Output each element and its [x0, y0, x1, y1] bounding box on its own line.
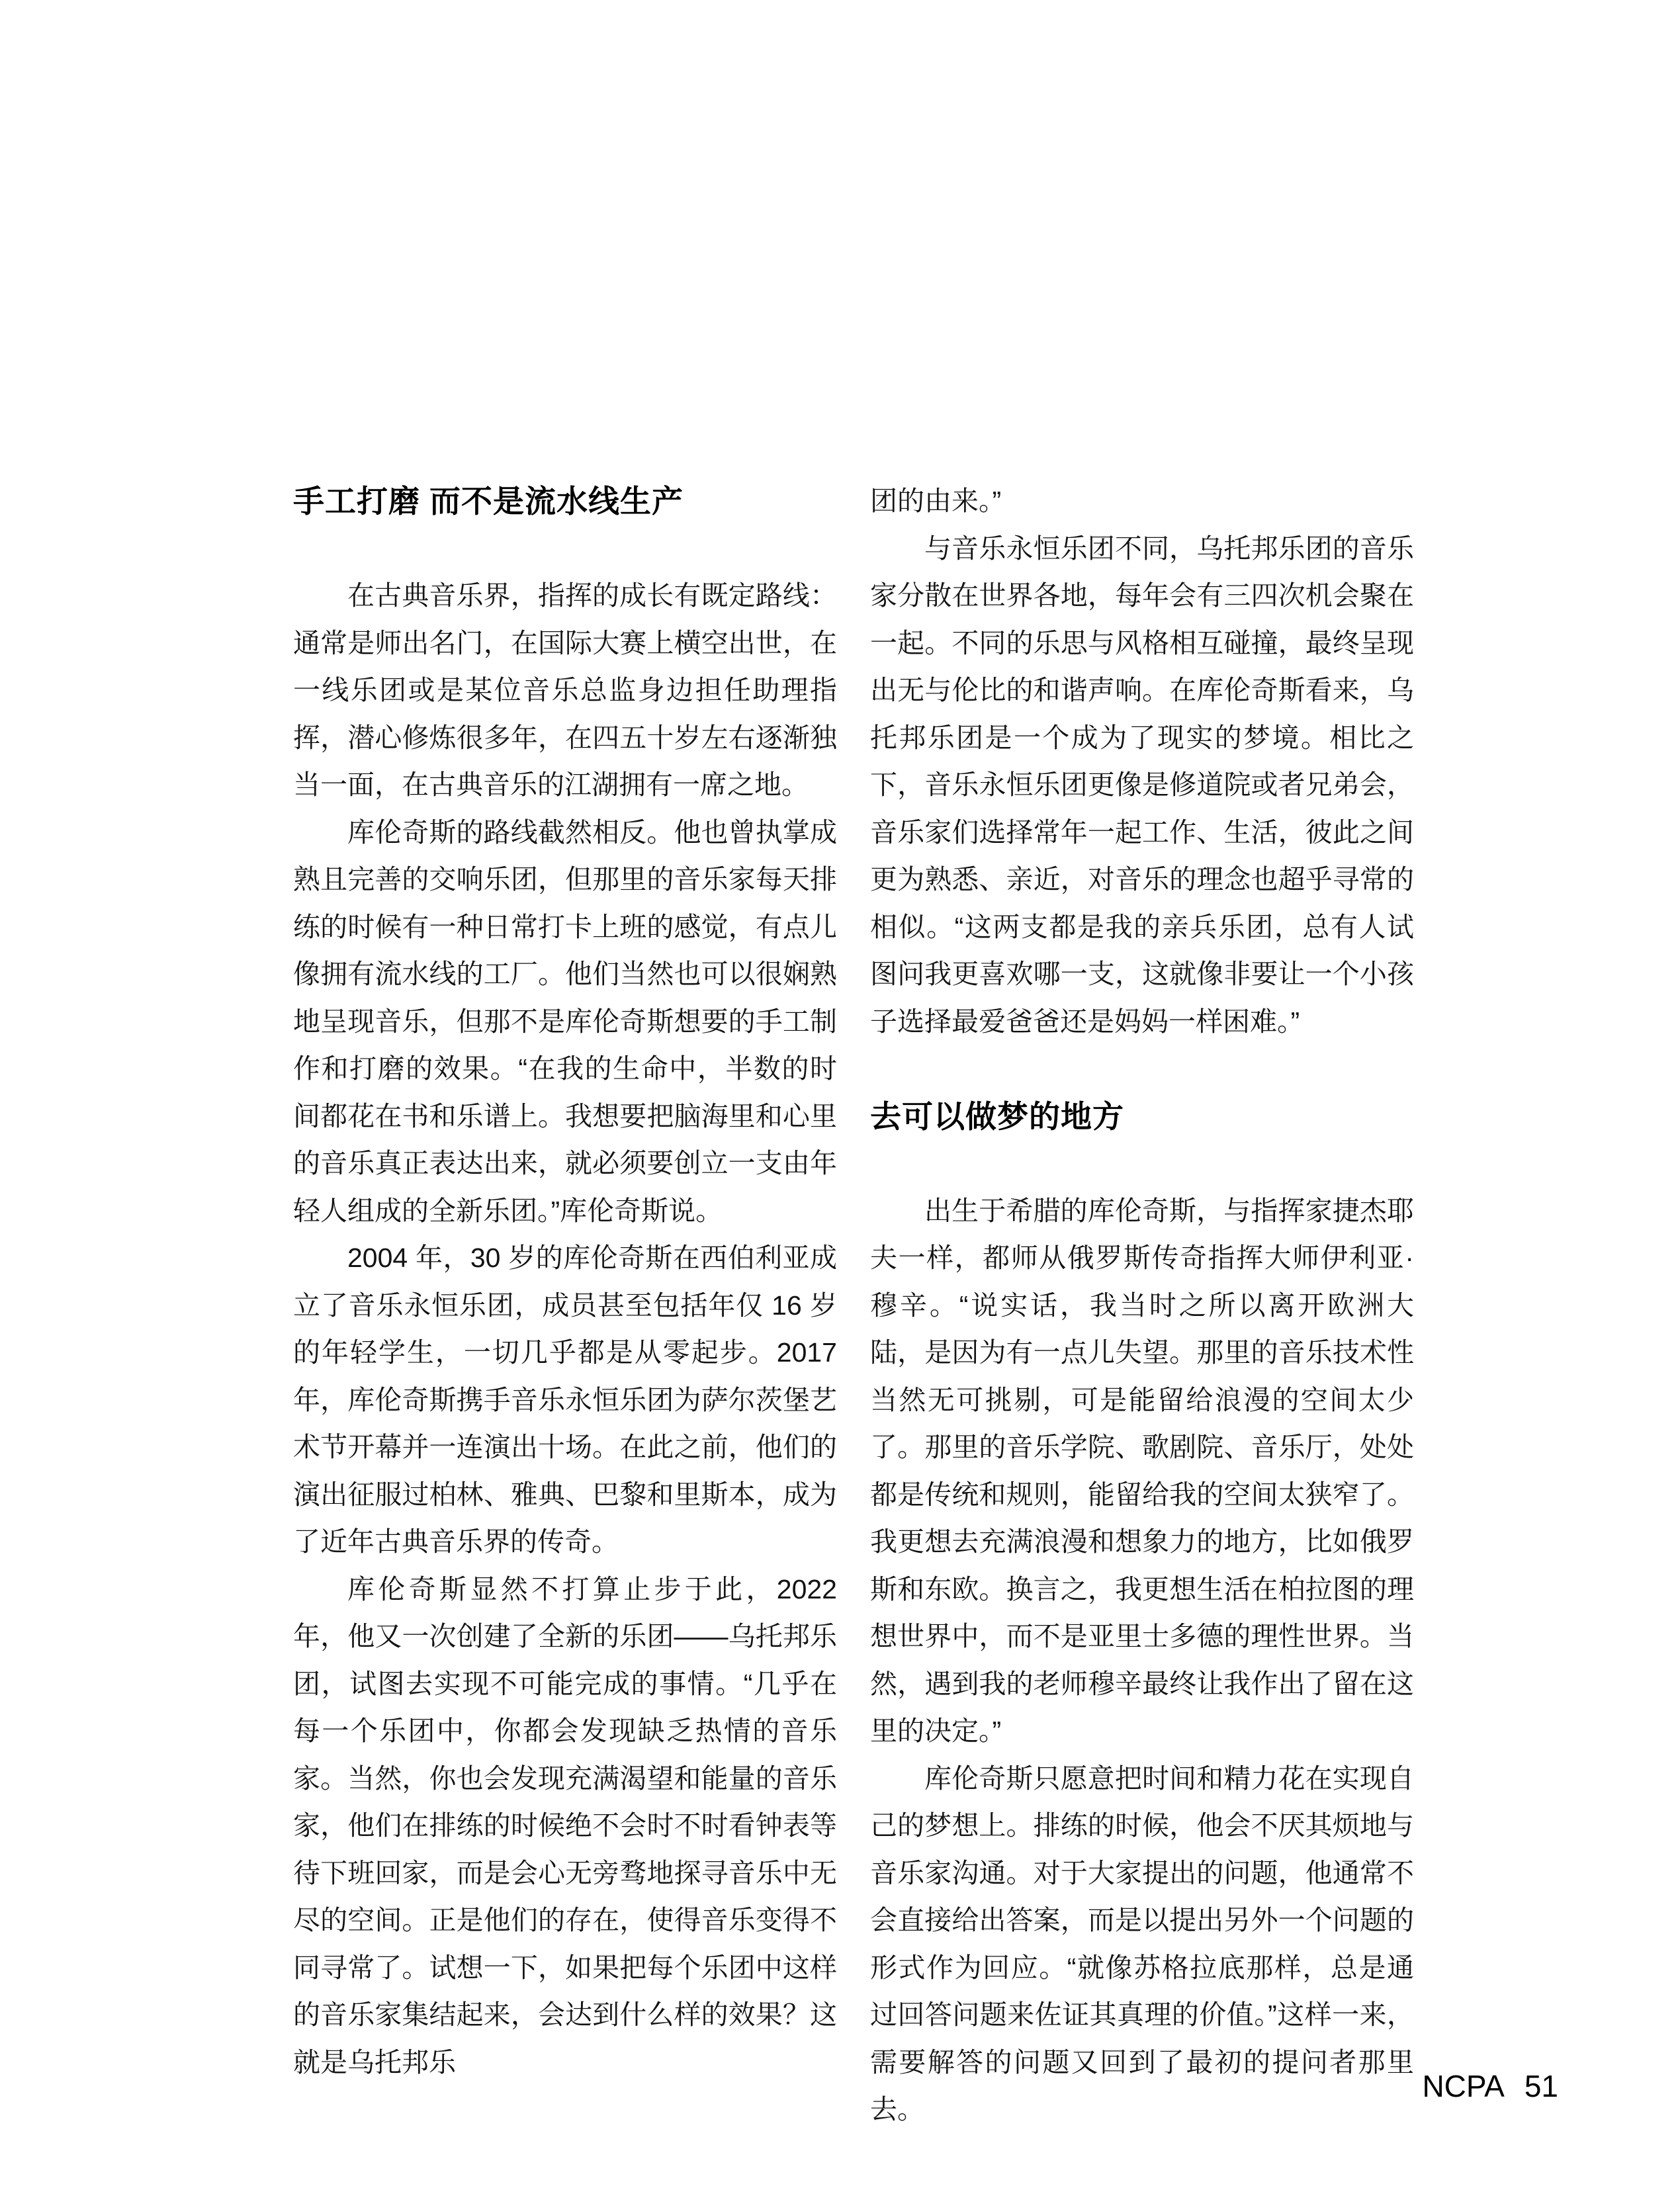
publication-brand: NCPA — [1422, 2069, 1505, 2103]
section-heading-dream-place: 去可以做梦的地方 — [870, 1098, 1124, 1134]
paragraph: 库伦奇斯的路线截然相反。他也曾执掌成熟且完善的交响乐团，但那里的音乐家每天排练的时候有一种日常打卡上班的感觉，有点儿像拥有流水线的工厂。他们当然也可以很娴熟地呈现音乐，但那不是库伦奇斯想要的手工制作和打磨的效果。“在我的生命中，半数的时间都花在书和乐谱上。我想要把脑海里和心里的音乐真正表达出来，就必须要创立一支由年轻人组成的全新乐团。”库伦奇斯说。 — [293, 816, 837, 1226]
page-folio — [1422, 2070, 1558, 2103]
article-column-right — [870, 478, 1414, 2134]
article-column-left — [293, 478, 837, 2086]
paragraph: 库伦奇斯只愿意把时间和精力花在实现自己的梦想上。排练的时候，他会不厌其烦地与音乐家沟通。对于大家提出的问题，他通常不会直接给出答案，而是以提出另外一个问题的形式作为回应。“就像苏格拉底那样，总是通过回答问题来佐证其真理的价值。”这样一来，需要解答的问题又回到了最初的提问者那里去。 — [870, 1763, 1414, 2124]
paragraph: 在古典音乐界，指挥的成长有既定路线：通常是师出名门，在国际大赛上横空出世，在一线乐团或是某位音乐总监身边担任助理指挥，潜心修炼很多年，在四五十岁左右逐渐独当一面，在古典音乐的江湖拥有一席之地。 — [293, 580, 837, 800]
paragraph-continuation: 团的由来。” — [870, 486, 1002, 516]
section-heading-handcrafted: 手工打磨 而不是流水线生产 — [293, 484, 684, 519]
paragraph: 2004 年，30 岁的库伦奇斯在西伯利亚成立了音乐永恒乐团，成员甚至包括年仅 16 岁的年轻学生，一切几乎都是从零起步。2017 年，库伦奇斯携手音乐永恒乐团为萨尔茨堡艺术节开幕并一连演出十场。在此之前，他们的演出征服过柏林、雅典、巴黎和里斯本，成为了近年古典音乐界的传奇。 — [293, 1243, 837, 1557]
paragraph: 库伦奇斯显然不打算止步于此，2022 年，他又一次创建了全新的乐团——乌托邦乐团，试图去实现不可能完成的事情。“几乎在每一个乐团中，你都会发现缺乏热情的音乐家。当然，你也会发现充满渴望和能量的音乐家，他们在排练的时候绝不会时不时看钟表等待下班回家，而是会心无旁骛地探寻音乐中无尽的空间。正是他们的存在，使得音乐变得不同寻常了。试想一下，如果把每个乐团中这样的音乐家集结起来，会达到什么样的效果？这就是乌托邦乐 — [293, 1573, 837, 2078]
page-number: 51 — [1524, 2069, 1558, 2103]
paragraph: 出生于希腊的库伦奇斯，与指挥家捷杰耶夫一样，都师从俄罗斯传奇指挥大师伊利亚·穆辛。“说实话，我当时之所以离开欧洲大陆，是因为有一点儿失望。那里的音乐技术性当然无可挑剔，可是能留给浪漫的空间太少了。那里的音乐学院、歌剧院、音乐厅，处处都是传统和规则，能留给我的空间太狭窄了。我更想去充满浪漫和想象力的地方，比如俄罗斯和东欧。换言之，我更想生活在柏拉图的理想世界中，而不是亚里士多德的理性世界。当然，遇到我的老师穆辛最终让我作出了留在这里的决定。” — [870, 1195, 1414, 1746]
paragraph: 与音乐永恒乐团不同，乌托邦乐团的音乐家分散在世界各地，每年会有三四次机会聚在一起。不同的乐思与风格相互碰撞，最终呈现出无与伦比的和谐声响。在库伦奇斯看来，乌托邦乐团是一个成为了现实的梦境。相比之下，音乐永恒乐团更像是修道院或者兄弟会，音乐家们选择常年一起工作、生活，彼此之间更为熟悉、亲近，对音乐的理念也超乎寻常的相似。“这两支都是我的亲兵乐团，总有人试图问我更喜欢哪一支，这就像非要让一个小孩子选择最爱爸爸还是妈妈一样困难。” — [870, 533, 1414, 1037]
